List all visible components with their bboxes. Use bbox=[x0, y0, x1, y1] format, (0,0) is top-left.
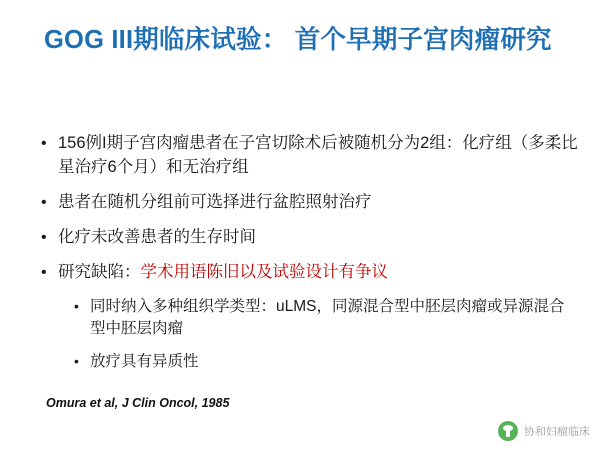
slide-body bbox=[38, 132, 578, 383]
wechat-leaf-icon bbox=[498, 421, 518, 441]
bullet-text: 研究缺陷： bbox=[58, 262, 141, 281]
sub-bullet-item bbox=[38, 296, 578, 341]
citation-reference: Omura et al, J Clin Oncol, 1985 bbox=[46, 396, 230, 410]
bullet-marker: • bbox=[41, 135, 47, 152]
bullet-text-highlight: 学术用语陈旧以及试验设计有争议 bbox=[140, 262, 388, 281]
bullet-item bbox=[38, 191, 578, 215]
bullet-item bbox=[38, 226, 578, 250]
bullet-text: 156例I期子宫肉瘤患者在子宫切除术后被随机分为2组：化疗组（多柔比星治疗6个月）和无治疗组 bbox=[58, 134, 578, 176]
bullet-marker: • bbox=[41, 263, 47, 281]
bullet-marker: • bbox=[41, 193, 47, 211]
sub-bullet-marker: • bbox=[74, 297, 79, 314]
slide-title: GOG III期临床试验： 首个早期子宫肉瘤研究 bbox=[44, 26, 552, 54]
watermark bbox=[498, 421, 590, 441]
sub-bullet-text: 同时纳入多种组织学类型：uLMS，同源混合型中胚层肉瘤或异源混合型中胚层肉瘤 bbox=[90, 297, 565, 338]
bullet-item bbox=[38, 132, 578, 180]
bullet-text: 化疗未改善患者的生存时间 bbox=[58, 227, 256, 246]
sub-bullet-text: 放疗具有异质性 bbox=[90, 352, 199, 370]
bullet-item-limitations bbox=[38, 261, 578, 285]
sub-bullet-marker: • bbox=[74, 352, 79, 369]
sub-bullet-item bbox=[38, 351, 578, 373]
bullet-marker: • bbox=[41, 228, 47, 246]
watermark-label: 协和妇瘤临床 bbox=[524, 426, 590, 438]
bullet-text: 患者在随机分组前可选择进行盆腔照射治疗 bbox=[58, 192, 372, 211]
